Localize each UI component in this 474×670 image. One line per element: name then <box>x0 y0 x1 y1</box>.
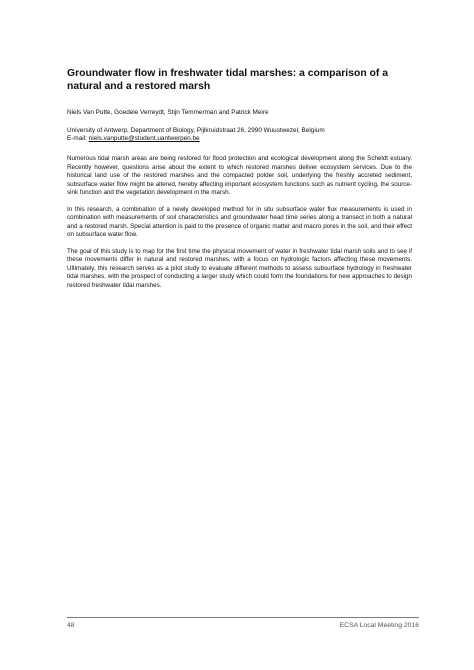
email-line <box>67 135 412 143</box>
affiliation-text: University of Antwerp, Department of Biology, Pijlkruidstraat 26, 2990 Wuustwezel, Belgium <box>67 127 325 134</box>
footer-divider <box>67 617 419 618</box>
abstract-body <box>67 155 412 298</box>
email-link[interactable]: niels.vanputte@student.uantwerpen.be <box>88 135 200 143</box>
footer-meeting-label: ECSA Local Meeting 2016 <box>339 622 419 629</box>
abstract-paragraph-1: Numerous tidal marsh areas are being restored for flood protection and ecological development along the Scheldt estuary. Recently however, questions arise about the extent to which restored marshes deliver ecosystem services. Due to the historical land use of the restored marshes and the compacted polder soil, underlying the freshly accreted sediment, subsurface water flow might be altered, hereby affecting important ecosystem functions such as nutrient cycling, the source-sink function and the vegetation development in the marsh. <box>67 155 412 197</box>
paper-title: Groundwater flow in freshwater tidal marshes: a comparison of a natural and a restored marsh <box>67 68 389 93</box>
affiliation-block <box>67 127 412 144</box>
abstract-paragraph-2: In this research, a combination of a newly developed method for in situ subsurface water flux measurements is used in combination with measurements of soil characteristics and groundwater head time series along a transect in both a natural and a restored marsh. Special attention is paid to the presence of organic matter and macro pores in the soil, and their effect on subsurface water flow. <box>67 205 412 239</box>
page-number: 48 <box>67 622 75 629</box>
author-list: Niels Van Putte, Goedele Verreydt, Stijn Temmerman and Patrick Meire <box>67 109 269 116</box>
email-label: E-mail: <box>67 135 87 143</box>
abstract-paragraph-3: The goal of this study is to map for the first time the physical movement of water in freshwater tidal marsh soils and to see if these movements differ in natural and restored marshes, with a focus on hydrologic factors affecting these movements. Ultimately, this research serves as a pilot study to evaluate different methods to assess subsurface hydrology in freshwater tidal marshes, with the prospect of conducting a larger study which could form the foundations for new approaches to design restored freshwater tidal marshes. <box>67 247 412 289</box>
